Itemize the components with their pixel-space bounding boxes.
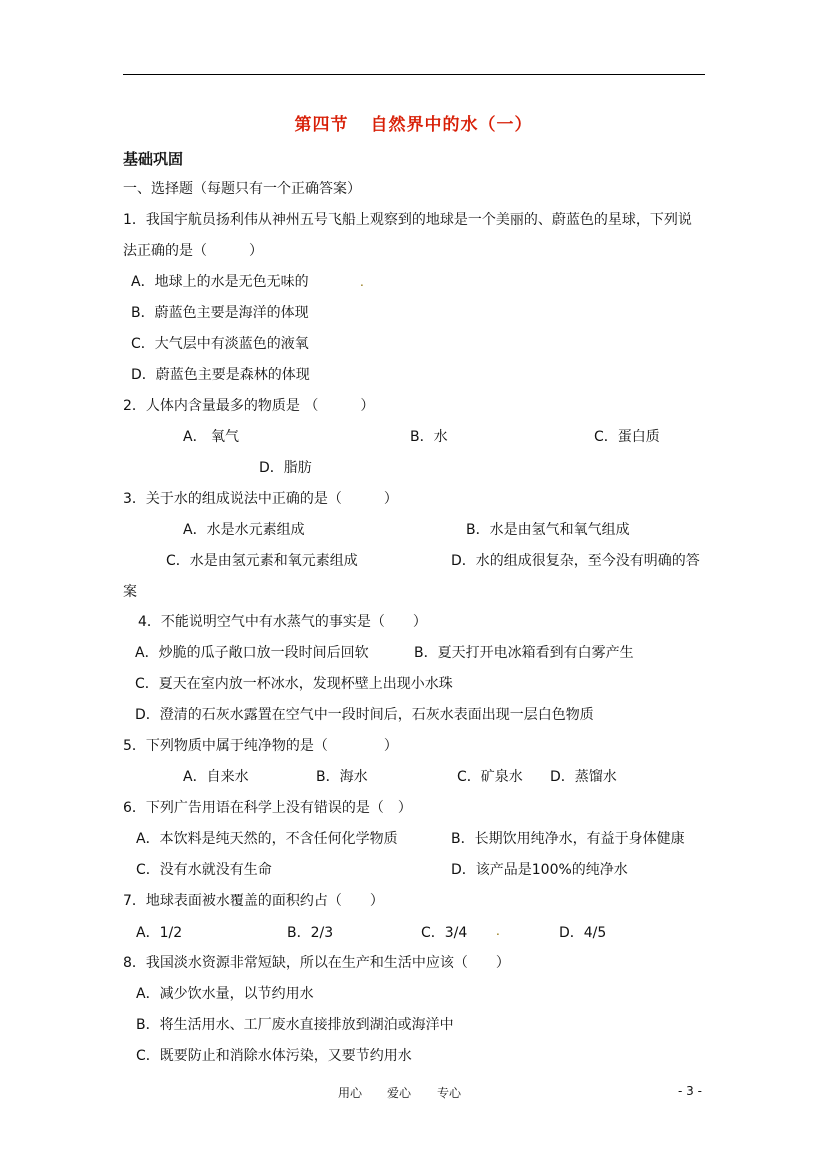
q3-stem: 3．关于水的组成说法中正确的是（ ） xyxy=(123,491,398,507)
q6-option-a: A．本饮料是纯天然的，不含任何化学物质 xyxy=(136,831,398,847)
q7-option-d: D．4/5 xyxy=(559,925,607,941)
q8-option-c: C．既要防止和消除水体污染，又要节约用水 xyxy=(136,1048,412,1064)
footer-text-1: 用心 xyxy=(338,1086,363,1100)
q5-option-b: B．海水 xyxy=(316,769,368,785)
title-section-number: 第四节 xyxy=(294,115,349,135)
q5-stem: 5．下列物质中属于纯净物的是（ ） xyxy=(123,738,398,754)
q5-option-d: D．蒸馏水 xyxy=(550,769,617,785)
title-topic: 自然界中的水（一） xyxy=(370,115,533,135)
q5-option-c: C．矿泉水 xyxy=(457,769,523,785)
q3-option-d-continued: 案 xyxy=(123,584,137,600)
q1-option-a: A．地球上的水是无色无味的 xyxy=(131,274,309,290)
q8-option-a: A．减少饮水量，以节约用水 xyxy=(136,986,314,1002)
q1-option-d: D．蔚蓝色主要是森林的体现 xyxy=(131,367,310,383)
q1-option-c: C．大气层中有淡蓝色的液氧 xyxy=(131,336,309,352)
q2-option-a: A． 氧气 xyxy=(183,429,240,445)
q2-option-c: C．蛋白质 xyxy=(594,429,660,445)
q1-stem-line1: 1．我国宇航员扬利伟从神州五号飞船上观察到的地球是一个美丽的、蔚蓝色的星球，下列说 xyxy=(123,212,692,228)
q3-option-b: B．水是由氢气和氧气组成 xyxy=(466,522,630,538)
section-heading: 基础巩固 xyxy=(123,150,184,168)
q6-stem: 6．下列广告用语在科学上没有错误的是（ ） xyxy=(123,800,412,816)
stray-dot-mark: . xyxy=(360,275,364,289)
q4-option-b: B．夏天打开电冰箱看到有白雾产生 xyxy=(414,645,634,661)
question-type-heading: 一、选择题（每题只有一个正确答案） xyxy=(123,181,361,197)
q6-option-d: D．该产品是100%的纯净水 xyxy=(451,862,628,878)
q2-option-d: D．脂肪 xyxy=(259,460,312,476)
q6-option-b: B．长期饮用纯净水，有益于身体健康 xyxy=(451,831,685,847)
q3-option-a: A．水是水元素组成 xyxy=(183,522,305,538)
q4-option-c: C．夏天在室内放一杯冰水，发现杯壁上出现小水珠 xyxy=(135,676,453,692)
q3-option-c: C．水是由氢元素和氧元素组成 xyxy=(166,553,358,569)
q5-option-a: A．自来水 xyxy=(183,769,249,785)
q7-stem: 7．地球表面被水覆盖的面积约占（ ） xyxy=(123,893,384,909)
footer-text-3: 专心 xyxy=(437,1086,462,1100)
q8-option-b: B．将生活用水、工厂废水直接排放到湖泊或海洋中 xyxy=(136,1017,454,1033)
page-title xyxy=(0,110,827,135)
q6-option-c: C．没有水就没有生命 xyxy=(136,862,272,878)
q7-option-c: C．3/4 xyxy=(421,925,468,941)
q4-stem: 4．不能说明空气中有水蒸气的事实是（ ） xyxy=(138,614,427,630)
q1-stem-line2: 法正确的是（ ） xyxy=(123,243,263,259)
q2-option-b: B．水 xyxy=(410,429,448,445)
stray-dot-mark: . xyxy=(496,924,500,938)
q4-option-d: D．澄清的石灰水露置在空气中一段时间后，石灰水表面出现一层白色物质 xyxy=(135,707,594,723)
header-rule xyxy=(123,74,705,75)
q1-option-b: B．蔚蓝色主要是海洋的体现 xyxy=(131,305,309,321)
q4-option-a: A．炒脆的瓜子敞口放一段时间后回软 xyxy=(135,645,369,661)
q8-stem: 8．我国淡水资源非常短缺，所以在生产和生活中应该（ ） xyxy=(123,955,510,971)
q7-option-b: B．2/3 xyxy=(287,925,334,941)
q3-option-d: D．水的组成很复杂，至今没有明确的答 xyxy=(451,553,700,569)
footer-text-2: 爱心 xyxy=(387,1086,412,1100)
page-number: - 3 - xyxy=(678,1084,702,1098)
q2-stem: 2．人体内含量最多的物质是 （ ） xyxy=(123,398,375,414)
q7-option-a: A．1/2 xyxy=(136,925,183,941)
